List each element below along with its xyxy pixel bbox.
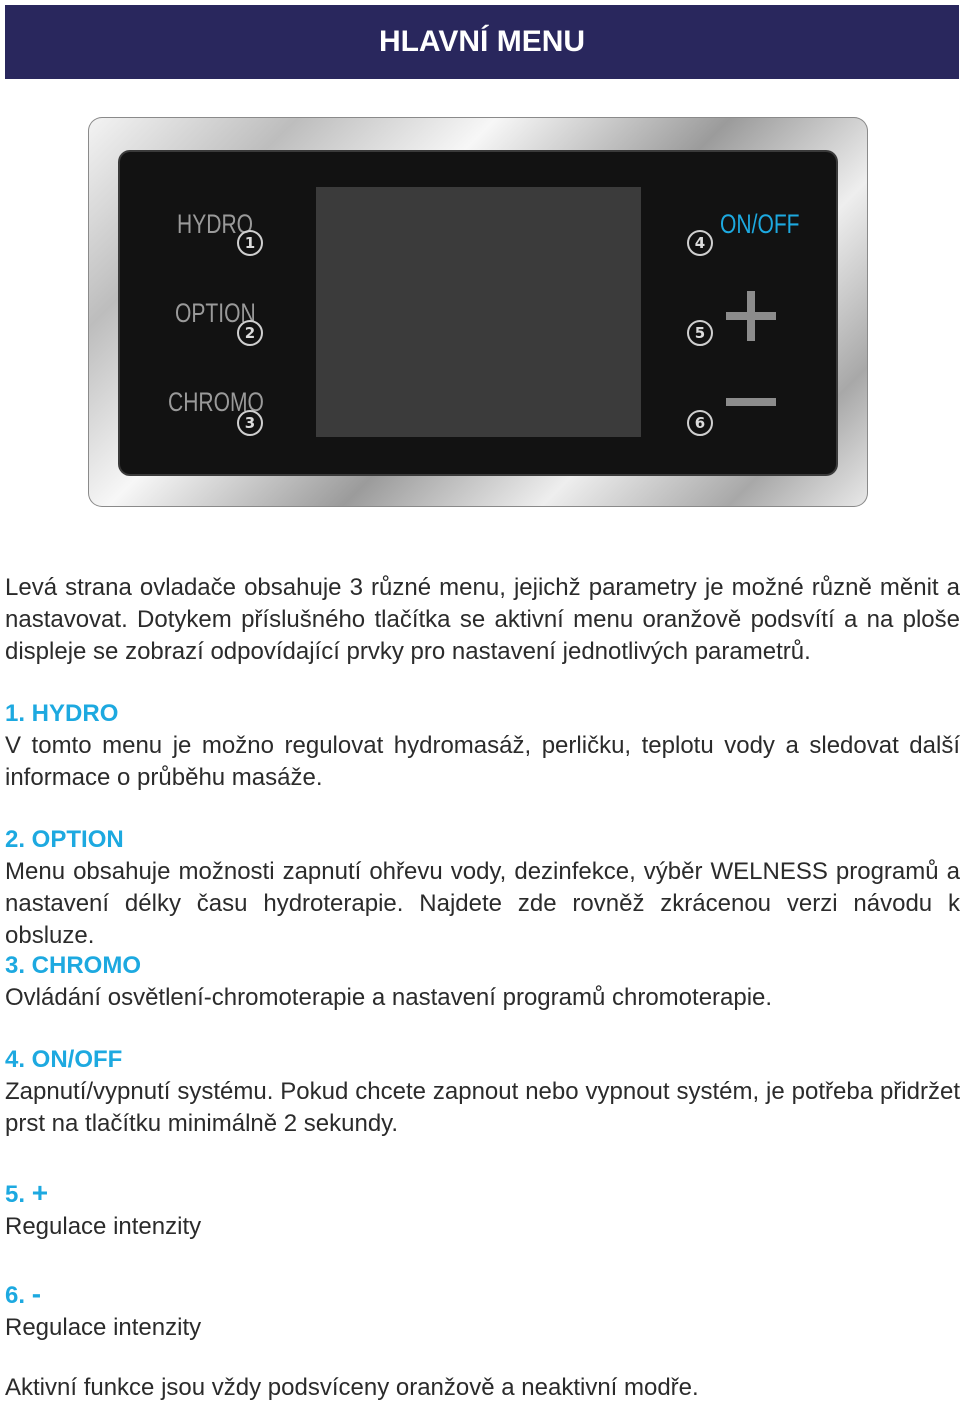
section-number: 6.: [5, 1282, 26, 1309]
number-3-badge: 3: [237, 410, 263, 436]
control-panel-image: [88, 117, 868, 507]
section-title: 1. HYDRO: [5, 700, 119, 727]
number-5-badge: 5: [687, 320, 713, 346]
section-hydro: [5, 698, 960, 794]
section-body: Ovládání osvětlení-chromoterapie a nastavení programů chromoterapie.: [5, 984, 773, 1011]
onoff-button-label: ON/OFF: [720, 209, 800, 239]
number-6-badge: 6: [687, 410, 713, 436]
section-title: 3. CHROMO: [5, 952, 142, 979]
number-4-badge: 4: [687, 230, 713, 256]
footer-note: Aktivní funkce jsou vždy podsvíceny oranžově a neaktivní modře.: [5, 1374, 699, 1401]
section-body: Menu obsahuje možnosti zapnutí ohřevu vody, dezinfekce, výběr WELNESS programů a nastavení délky času hydroterapie. Najdete zde rovněž zkrácenou verzi návodu k obsluze.: [5, 858, 960, 949]
intro-paragraph: Levá strana ovladače obsahuje 3 různé menu, jejichž parametry je možné různě měnit a nastavovat. Dotykem příslušného tlačítka se aktivní menu oranžově podsvítí a na ploše displeje se zobrazí odpovídající prvky pro nastavení jednotlivých parametrů.: [5, 574, 960, 665]
section-number: 5.: [5, 1181, 26, 1208]
chromo-button-label: CHROMO: [168, 387, 264, 417]
section-title: 2. OPTION: [5, 826, 124, 853]
section-plus: [5, 1177, 960, 1243]
display-screen: [316, 187, 641, 437]
control-panel: [120, 152, 836, 474]
minus-icon: [726, 398, 776, 406]
section-title: [5, 1278, 960, 1312]
minus-symbol: -: [31, 1278, 42, 1309]
hydro-button-label: HYDRO: [177, 209, 254, 239]
option-button-label: OPTION: [175, 298, 256, 328]
page-header: [5, 5, 959, 79]
section-option: [5, 824, 960, 952]
page-title: HLAVNÍ MENU: [378, 25, 586, 58]
section-title: 4. ON/OFF: [5, 1046, 123, 1073]
section-title: [5, 1177, 960, 1211]
section-onoff: [5, 1044, 960, 1140]
section-body: Regulace intenzity: [5, 1213, 202, 1240]
section-minus: [5, 1278, 960, 1344]
section-body: Zapnutí/vypnutí systému. Pokud chcete zapnout nebo vypnout systém, je potřeba přidržet prst na tlačítku minimálně 2 sekundy.: [5, 1078, 960, 1137]
plus-symbol: +: [31, 1177, 49, 1208]
section-body: Regulace intenzity: [5, 1314, 202, 1341]
number-1-badge: 1: [237, 230, 263, 256]
section-chromo: [5, 950, 960, 1014]
section-body: V tomto menu je možno regulovat hydromasáž, perličku, teplotu vody a sledovat další informace o průběhu masáže.: [5, 732, 960, 791]
number-2-badge: 2: [237, 320, 263, 346]
